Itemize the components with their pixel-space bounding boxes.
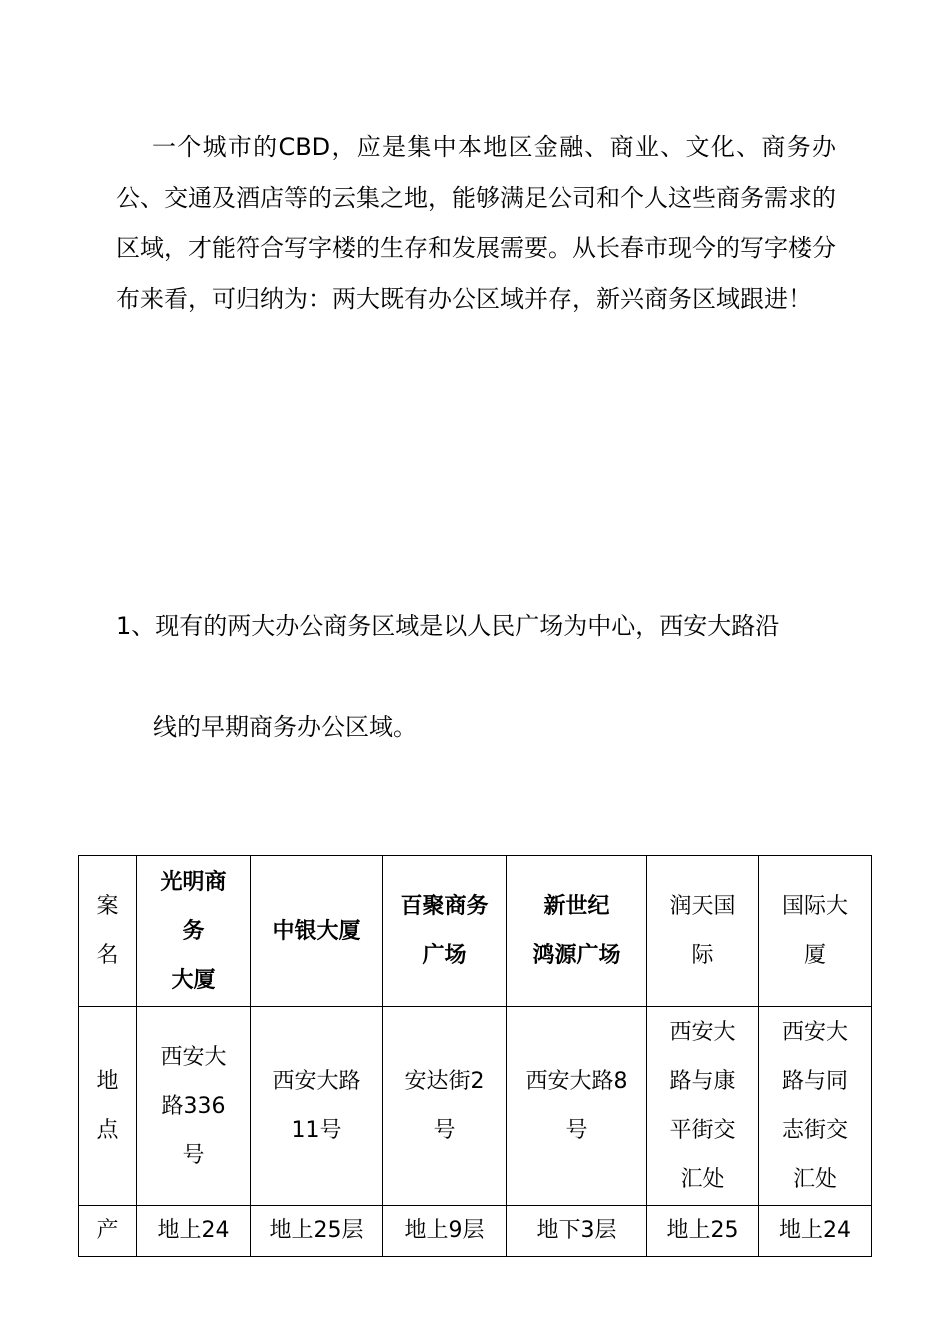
- section-heading-line2: 线的早期商务办公区域。: [153, 713, 417, 741]
- property-cell: 地上25: [647, 1206, 759, 1257]
- address-cell: 西安大 路336 号: [137, 1007, 251, 1206]
- property-cell: 地上24: [759, 1206, 872, 1257]
- building-name-cell: 光明商 务 大厦: [137, 856, 251, 1007]
- office-building-table: [78, 855, 872, 1257]
- property-cell: 地上24: [137, 1206, 251, 1257]
- building-name-cell: 百聚商务 广场: [383, 856, 507, 1007]
- building-name-cell: 润天国 际: [647, 856, 759, 1007]
- intro-paragraph: 一个城市的CBD，应是集中本地区金融、商业、文化、商务办公、交通及酒店等的云集之地，能够满足公司和个人这些商务需求的区域，才能符合写字楼的生存和发展需要。从长春市现今的写字楼分布来看，可归纳为：两大既有办公区域并存，新兴商务区域跟进！: [116, 133, 836, 313]
- address-cell: 西安大 路与康 平街交 汇处: [647, 1007, 759, 1206]
- address-cell: 安达街2 号: [383, 1007, 507, 1206]
- table-row-address: [79, 1007, 872, 1206]
- table-row-name: [79, 856, 872, 1007]
- row-label-name: 案 名: [79, 856, 137, 1007]
- table-row-property: [79, 1206, 872, 1257]
- property-cell: 地下3层: [507, 1206, 647, 1257]
- section-heading-line1: 1、现有的两大办公商务区域是以人民广场为中心，西安大路沿: [116, 612, 780, 640]
- building-name-cell: 中银大厦: [251, 856, 383, 1007]
- row-label-property: 产: [79, 1206, 137, 1257]
- row-label-address: 地 点: [79, 1007, 137, 1206]
- property-cell: 地上9层: [383, 1206, 507, 1257]
- building-name-cell: 国际大 厦: [759, 856, 872, 1007]
- building-name-cell: 新世纪 鸿源广场: [507, 856, 647, 1007]
- address-cell: 西安大路8 号: [507, 1007, 647, 1206]
- address-cell: 西安大路 11号: [251, 1007, 383, 1206]
- address-cell: 西安大 路与同 志街交 汇处: [759, 1007, 872, 1206]
- property-cell: 地上25层: [251, 1206, 383, 1257]
